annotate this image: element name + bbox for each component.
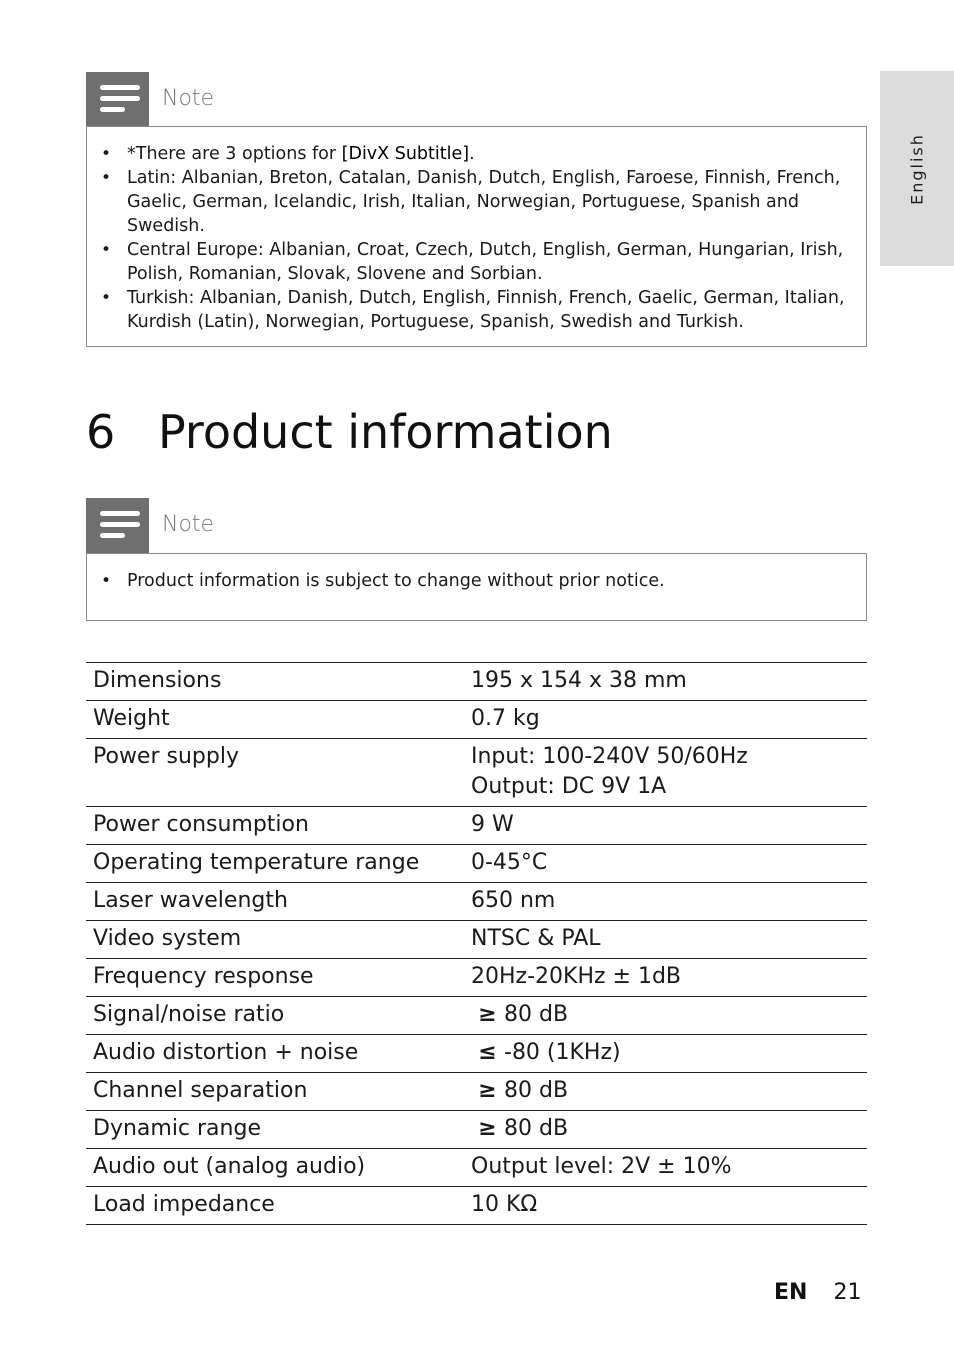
spec-key: Frequency response (86, 959, 464, 997)
spec-value: 0.7 kg (464, 701, 867, 739)
language-side-tab (880, 71, 954, 266)
spec-value: Output level: 2V ± 10% (464, 1149, 867, 1187)
note-icon (86, 498, 149, 553)
spec-value: ≥ 80 dB (464, 997, 867, 1035)
spec-table (86, 662, 867, 1225)
spec-key: Channel separation (86, 1073, 464, 1111)
list-item: • Product information is subject to change without prior notice. (87, 569, 866, 593)
spec-key: Laser wavelength (86, 883, 464, 921)
list-item: • *There are 3 options for [DivX Subtitle]. (87, 142, 866, 166)
spec-value: ≥ 80 dB (464, 1073, 867, 1111)
spec-value: Input: 100-240V 50/60Hz Output: DC 9V 1A (464, 739, 867, 807)
note-title: Note (162, 512, 215, 537)
chapter-number: 6 (86, 405, 116, 459)
spec-value: 195 x 154 x 38 mm (464, 663, 867, 701)
table-row (86, 959, 867, 997)
table-row (86, 997, 867, 1035)
spec-value: 9 W (464, 807, 867, 845)
page-footer (774, 1280, 861, 1305)
table-row (86, 1149, 867, 1187)
language-code: EN (774, 1280, 808, 1305)
note-title: Note (162, 86, 215, 111)
list-item: • Latin: Albanian, Breton, Catalan, Danish, Dutch, English, Faroese, Finnish, French, Gaelic, German, Icelandic, Irish, Italian, Norwegian, Portuguese, Spanish and Swedish. (87, 166, 866, 238)
table-row (86, 1187, 867, 1225)
table-row (86, 807, 867, 845)
table-row (86, 921, 867, 959)
note-list (87, 142, 866, 334)
spec-value: 20Hz-20KHz ± 1dB (464, 959, 867, 997)
spec-key: Audio distortion + noise (86, 1035, 464, 1073)
spec-key: Dimensions (86, 663, 464, 701)
spec-value: 650 nm (464, 883, 867, 921)
spec-key: Audio out (analog audio) (86, 1149, 464, 1187)
spec-key: Signal/noise ratio (86, 997, 464, 1035)
note-box (86, 126, 867, 347)
table-row (86, 845, 867, 883)
spec-value: ≤ -80 (1KHz) (464, 1035, 867, 1073)
chapter-title: Product information (158, 405, 613, 459)
table-row (86, 1073, 867, 1111)
note-icon (86, 72, 149, 127)
spec-key: Video system (86, 921, 464, 959)
note-list (87, 569, 866, 593)
spec-key: Operating temperature range (86, 845, 464, 883)
list-item: • Turkish: Albanian, Danish, Dutch, English, Finnish, French, Gaelic, German, Italian, Kurdish (Latin), Norwegian, Portuguese, Spanish, Swedish and Turkish. (87, 286, 866, 334)
table-row (86, 739, 867, 807)
spec-value: 10 KΩ (464, 1187, 867, 1225)
spec-value: ≥ 80 dB (464, 1111, 867, 1149)
page-number: 21 (833, 1280, 862, 1305)
table-row (86, 663, 867, 701)
list-item: • Central Europe: Albanian, Croat, Czech, Dutch, English, German, Hungarian, Irish, Polish, Romanian, Slovak, Slovene and Sorbian. (87, 238, 866, 286)
spec-key: Power consumption (86, 807, 464, 845)
chapter-heading (86, 405, 613, 459)
spec-key: Load impedance (86, 1187, 464, 1225)
table-row (86, 1035, 867, 1073)
table-row (86, 701, 867, 739)
language-label: English (907, 132, 927, 205)
spec-key: Power supply (86, 739, 464, 807)
table-row (86, 883, 867, 921)
spec-key: Dynamic range (86, 1111, 464, 1149)
table-row (86, 1111, 867, 1149)
spec-key: Weight (86, 701, 464, 739)
note-box (86, 553, 867, 621)
spec-value: 0-45°C (464, 845, 867, 883)
spec-value: NTSC & PAL (464, 921, 867, 959)
